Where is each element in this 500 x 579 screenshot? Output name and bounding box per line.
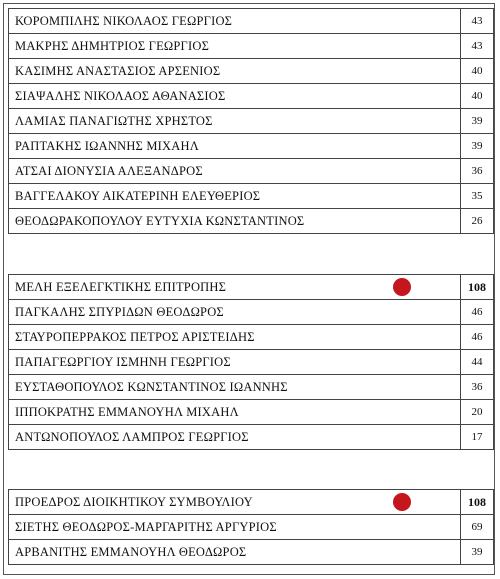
candidate-name: ΑΝΤΩΝΟΠΟΥΛΟΣ ΛΑΜΠΡΟΣ ΓΕΩΡΓΙΟΣ [9,425,461,450]
section-total-votes: 108 [461,490,494,515]
table-row [9,350,494,375]
candidate-name: ΑΡΒΑΝΙΤΗΣ ΕΜΜΑΝΟΥΗΛ ΘΕΟΔΩΡΟΣ [9,540,461,565]
candidate-votes: 17 [461,425,494,450]
candidate-name: ΜΑΚΡΗΣ ΔΗΜΗΤΡΙΟΣ ΓΕΩΡΓΙΟΣ [9,34,461,59]
board-president-table-body [9,490,494,565]
candidate-name: ΡΑΠΤΑΚΗΣ ΙΩΑΝΝΗΣ ΜΙΧΑΗΛ [9,134,461,159]
candidate-name: ΚΟΡΟΜΠΙΛΗΣ ΝΙΚΟΛΑΟΣ ΓΕΩΡΓΙΟΣ [9,9,461,34]
table-row [9,400,494,425]
section-heading: ΠΡΟΕΔΡΟΣ ΔΙΟΙΚΗΤΙΚΟΥ ΣΥΜΒΟΥΛΙΟΥ [9,490,461,515]
candidate-votes: 69 [461,515,494,540]
candidate-name: ΣΤΑΥΡΟΠΕΡΡΑΚΟΣ ΠΕΤΡΟΣ ΑΡΙΣΤΕΙΔΗΣ [9,325,461,350]
candidate-votes: 40 [461,84,494,109]
audit-committee-table [8,274,494,450]
section-heading-row [9,275,494,300]
table-row [9,159,494,184]
candidate-name: ΣΙΕΤΗΣ ΘΕΟΔΩΡΟΣ-ΜΑΡΓΑΡΙΤΗΣ ΑΡΓΥΡΙΟΣ [9,515,461,540]
table-row [9,300,494,325]
table-row [9,34,494,59]
candidate-votes: 44 [461,350,494,375]
table-row [9,209,494,234]
candidate-name: ΚΑΣΙΜΗΣ ΑΝΑΣΤΑΣΙΟΣ ΑΡΣΕΝΙΟΣ [9,59,461,84]
section-heading: ΜΕΛΗ ΕΞΕΛΕΓΚΤΙΚΗΣ ΕΠΙΤΡΟΠΗΣ [9,275,461,300]
table-row [9,515,494,540]
candidate-name: ΙΠΠΟΚΡΑΤΗΣ ΕΜΜΑΝΟΥΗΛ ΜΙΧΑΗΛ [9,400,461,425]
candidate-name: ΠΑΠΑΓΕΩΡΓΙΟΥ ΙΣΜΗΝΗ ΓΕΩΡΓΙΟΣ [9,350,461,375]
red-dot-marker-president [393,493,411,511]
candidate-votes: 39 [461,109,494,134]
board-president-table [8,489,494,565]
candidate-name: ΘΕΟΔΩΡΑΚΟΠΟΥΛΟΥ ΕΥΤΥΧΙΑ ΚΩΝΣΤΑΝΤΙΝΟΣ [9,209,461,234]
candidate-votes: 26 [461,209,494,234]
candidate-votes: 20 [461,400,494,425]
candidates-table [8,8,494,234]
candidate-name: ΛΑΜΙΑΣ ΠΑΝΑΓΙΩΤΗΣ ΧΡΗΣΤΟΣ [9,109,461,134]
table-row [9,84,494,109]
table-row [9,134,494,159]
candidate-name: ΕΥΣΤΑΘΟΠΟΥΛΟΣ ΚΩΝΣΤΑΝΤΙΝΟΣ ΙΩΑΝΝΗΣ [9,375,461,400]
table-row [9,425,494,450]
section-total-votes: 108 [461,275,494,300]
table-row [9,109,494,134]
table-row [9,325,494,350]
red-dot-marker-audit [393,278,411,296]
section-heading-row [9,490,494,515]
candidate-votes: 39 [461,540,494,565]
candidate-votes: 46 [461,300,494,325]
table-row [9,59,494,84]
candidate-votes: 35 [461,184,494,209]
table-row [9,9,494,34]
candidate-name: ΒΑΓΓΕΛΑΚΟΥ ΑΙΚΑΤΕΡΙΝΗ ΕΛΕΥΘΕΡΙΟΣ [9,184,461,209]
candidate-votes: 36 [461,159,494,184]
candidate-votes: 43 [461,34,494,59]
candidate-votes: 40 [461,59,494,84]
table-row [9,540,494,565]
table-row [9,375,494,400]
candidate-name: ΣΙΑΨΑΛΗΣ ΝΙΚΟΛΑΟΣ ΑΘΑΝΑΣΙΟΣ [9,84,461,109]
candidates-table-body [9,9,494,234]
table-row [9,184,494,209]
candidate-name: ΑΤΣΑΙ ΔΙΟΝΥΣΙΑ ΑΛΕΞΑΝΔΡΟΣ [9,159,461,184]
candidate-votes: 36 [461,375,494,400]
candidate-votes: 39 [461,134,494,159]
audit-committee-table-body [9,275,494,450]
candidate-votes: 43 [461,9,494,34]
candidate-name: ΠΑΓΚΑΛΗΣ ΣΠΥΡΙΔΩΝ ΘΕΟΔΩΡΟΣ [9,300,461,325]
candidate-votes: 46 [461,325,494,350]
